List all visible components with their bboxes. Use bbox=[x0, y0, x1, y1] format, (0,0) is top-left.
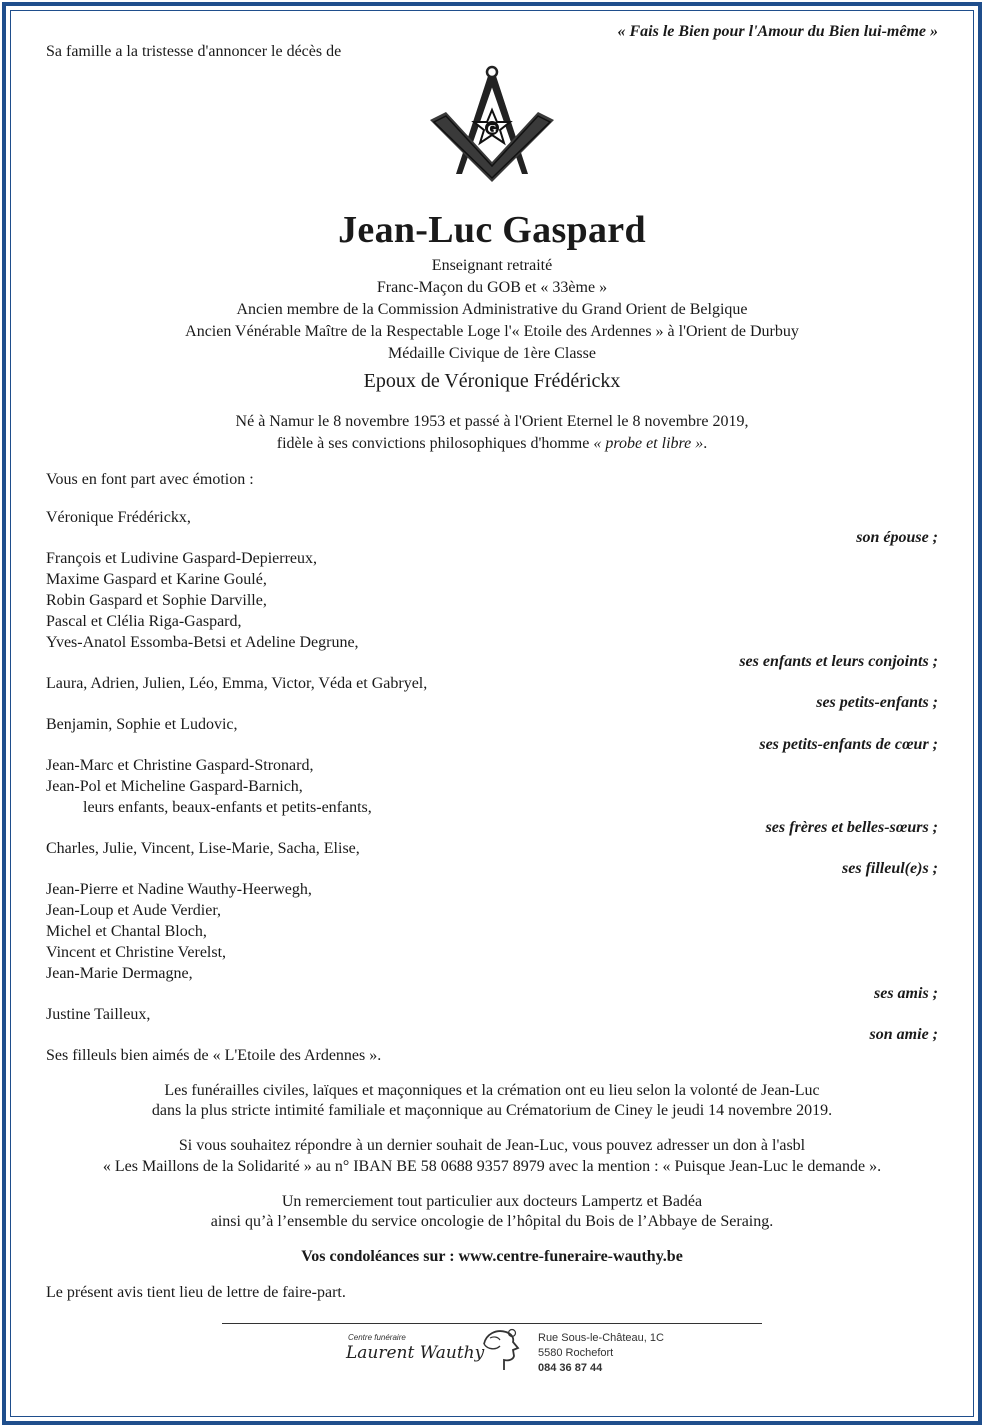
children-name: Robin Gaspard et Sophie Darville, bbox=[46, 592, 267, 609]
donation-line: Si vous souhaitez répondre à un dernier souhait de Jean-Luc, vous pouvez adresser un don à l'asbl bbox=[178, 1137, 806, 1154]
funeral-line: Les funérailles civiles, laïques et maçonniques et la crémation ont eu lieu selon la volonté de Jean-Luc bbox=[164, 1082, 820, 1099]
sibling-name: Jean-Marc et Christine Gaspard-Stronard, bbox=[46, 757, 314, 774]
conviction-line: fidèle à ses convictions philosophiques d'homme « probe et libre ». bbox=[276, 435, 708, 452]
title-line: Médaille Civique de 1ère Classe bbox=[388, 345, 596, 362]
friend-name: Michel et Chantal Bloch, bbox=[46, 923, 207, 940]
profile-head-logo-icon bbox=[478, 1326, 524, 1374]
donation-line: « Les Maillons de la Solidarité » au n° IBAN BE 58 0688 9357 8979 avec la mention : « Puisque Jean-Luc le demande ». bbox=[102, 1158, 882, 1175]
birth-death-line: Né à Namur le 8 novembre 1953 et passé à l'Orient Eternel le 8 novembre 2019, bbox=[235, 413, 749, 430]
square-compass-icon bbox=[428, 62, 556, 186]
friend-name: Jean-Loup et Aude Verdier, bbox=[46, 902, 222, 919]
title-line: Franc-Maçon du GOB et « 33ème » bbox=[376, 279, 608, 296]
children-name: François et Ludivine Gaspard-Depierreux, bbox=[46, 550, 318, 567]
relation-friends: ses amis ; bbox=[874, 985, 938, 1002]
relation-heart-grandchildren: ses petits-enfants de cœur ; bbox=[759, 736, 938, 753]
motto: « Fais le Bien pour l'Amour du Bien lui-même » bbox=[617, 23, 938, 40]
relation-godchildren: ses filleul(e)s ; bbox=[842, 860, 938, 877]
family-intro: Vous en font part avec émotion : bbox=[46, 471, 254, 488]
lodge-godsons: Ses filleuls bien aimés de « L'Etoile des Ardennes ». bbox=[46, 1047, 382, 1064]
title-line: Ancien Vénérable Maître de la Respectable Loge l'« Etoile des Ardennes » à l'Orient de Durbuy bbox=[185, 323, 799, 340]
relation-children: ses enfants et leurs conjoints ; bbox=[739, 653, 938, 670]
sibling-name: Jean-Pol et Micheline Gaspard-Barnich, bbox=[46, 778, 303, 795]
conviction-quote: « probe et libre » bbox=[593, 435, 704, 452]
emblem-letter: G bbox=[487, 121, 497, 136]
relation-grandchildren: ses petits-enfants ; bbox=[816, 694, 938, 711]
children-name: Maxime Gaspard et Karine Goulé, bbox=[46, 571, 267, 588]
brand-small: Centre funéraire bbox=[348, 1333, 406, 1342]
phone-number: 084 36 87 44 bbox=[538, 1362, 603, 1374]
funeral-line: dans la plus stricte intimité familiale et maçonnique au Crématorium de Ciney le jeudi 14 novembre 2019. bbox=[151, 1102, 833, 1119]
children-name: Pascal et Clélia Riga-Gaspard, bbox=[46, 613, 242, 630]
relation-siblings: ses frères et belles-sœurs ; bbox=[765, 819, 938, 836]
spouse-line: Epoux de Véronique Frédérickx bbox=[363, 370, 621, 392]
relation-spouse: son épouse ; bbox=[856, 529, 938, 546]
thanks-line: ainsi qu’à l’ensemble du service oncologie de l’hôpital du Bois de l’Abbaye de Seraing. bbox=[210, 1213, 774, 1230]
friend-name: Jean-Marie Dermagne, bbox=[46, 965, 193, 982]
sibling-extra: leurs enfants, beaux-enfants et petits-enfants, bbox=[83, 799, 372, 816]
address-line: 5580 Rochefort bbox=[538, 1347, 614, 1359]
intro-text: Sa famille a la tristesse d'annoncer le décès de bbox=[46, 43, 342, 60]
thanks-line: Un remerciement tout particulier aux docteurs Lampertz et Badéa bbox=[281, 1193, 703, 1210]
title-line: Enseignant retraité bbox=[431, 257, 553, 274]
signature-divider bbox=[222, 1323, 762, 1324]
friend-female-name: Justine Tailleux, bbox=[46, 1006, 151, 1023]
children-name: Yves-Anatol Essomba-Betsi et Adeline Degrune, bbox=[46, 634, 359, 651]
spouse-names: Véronique Frédérickx, bbox=[46, 509, 191, 526]
condolences-link[interactable]: Vos condoléances sur : www.centre-funeraire-wauthy.be bbox=[301, 1248, 683, 1265]
heart-grandchildren-names: Benjamin, Sophie et Ludovic, bbox=[46, 716, 238, 733]
godchildren-names: Charles, Julie, Vincent, Lise-Marie, Sacha, Elise, bbox=[46, 840, 360, 857]
title-line: Ancien membre de la Commission Administrative du Grand Orient de Belgique bbox=[236, 301, 748, 318]
deceased-name: Jean-Luc Gaspard bbox=[338, 209, 646, 251]
closing-text: Le présent avis tient lieu de lettre de faire-part. bbox=[46, 1284, 346, 1301]
relation-friend-female: son amie ; bbox=[869, 1026, 938, 1043]
friend-name: Vincent et Christine Verelst, bbox=[46, 944, 227, 961]
friend-name: Jean-Pierre et Nadine Wauthy-Heerwegh, bbox=[46, 881, 312, 898]
address-line: Rue Sous-le-Château, 1C bbox=[538, 1332, 664, 1344]
grandchildren-names: Laura, Adrien, Julien, Léo, Emma, Victor, Véda et Gabryel, bbox=[46, 675, 428, 692]
brand-name: Laurent Wauthy bbox=[346, 1343, 485, 1363]
